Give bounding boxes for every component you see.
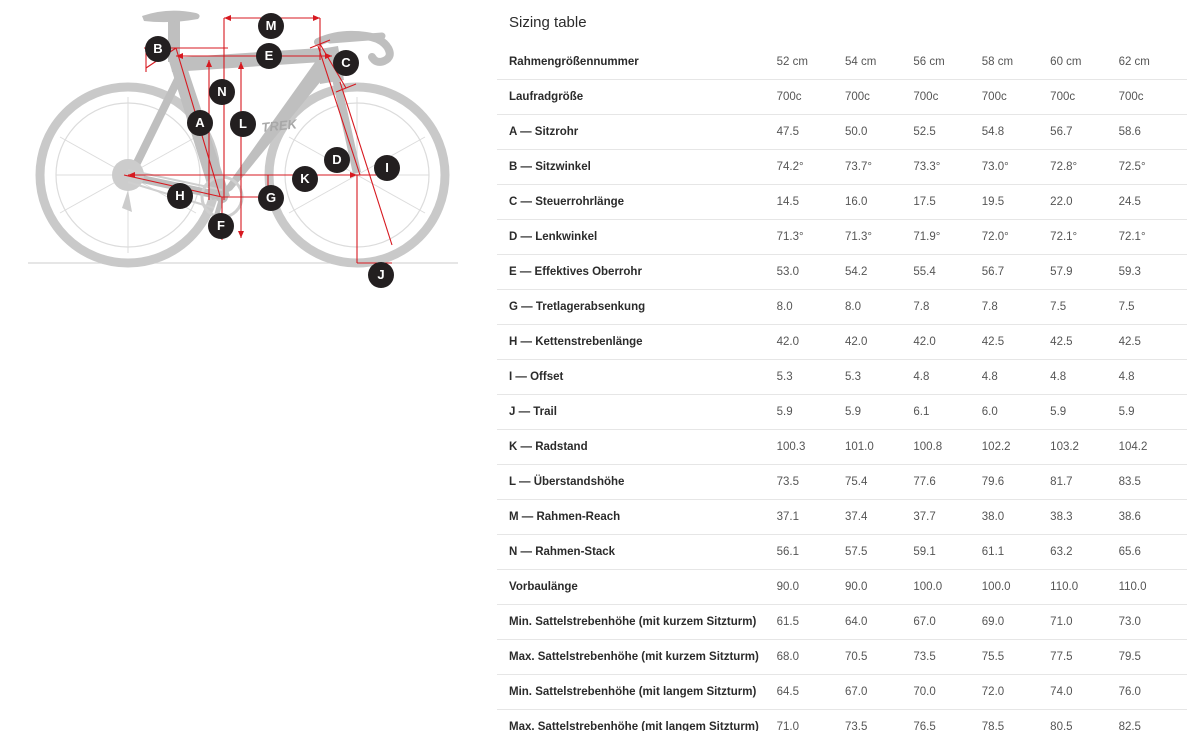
- table-header-row: [497, 45, 1187, 80]
- row-value: 77.5: [1050, 640, 1118, 675]
- callout-A: A: [187, 110, 213, 136]
- row-value: 73.5: [913, 640, 981, 675]
- row-value: 83.5: [1119, 465, 1187, 500]
- row-value: 16.0: [845, 185, 913, 220]
- callout-M: M: [258, 13, 284, 39]
- row-value: 79.5: [1119, 640, 1187, 675]
- row-value: 7.8: [913, 290, 981, 325]
- row-value: 38.6: [1119, 500, 1187, 535]
- row-label: M — Rahmen-Reach: [497, 500, 777, 535]
- callout-F: F: [208, 213, 234, 239]
- row-value: 38.3: [1050, 500, 1118, 535]
- row-value: 71.3°: [845, 220, 913, 255]
- row-label: Min. Sattelstrebenhöhe (mit kurzem Sitzturm): [497, 605, 777, 640]
- row-value: 72.0: [982, 675, 1050, 710]
- row-value: 75.5: [982, 640, 1050, 675]
- sizing-table-title: Sizing table: [509, 14, 587, 31]
- header-size-56: 56 cm: [913, 56, 945, 68]
- callout-I: I: [374, 155, 400, 181]
- row-value: 56.1: [777, 535, 845, 570]
- row-value: 74.2°: [777, 150, 845, 185]
- callout-H: H: [167, 183, 193, 209]
- row-value: 7.5: [1119, 290, 1187, 325]
- row-value: 42.5: [982, 325, 1050, 360]
- table-row: [497, 465, 1187, 500]
- table-row: [497, 430, 1187, 465]
- row-value: 80.5: [1050, 710, 1118, 731]
- row-label: N — Rahmen-Stack: [497, 535, 777, 570]
- row-label: C — Steuerrohrlänge: [497, 185, 777, 220]
- row-value: 75.4: [845, 465, 913, 500]
- row-label: I — Offset: [497, 360, 777, 395]
- row-value: 73.0°: [982, 150, 1050, 185]
- row-value: 61.5: [777, 605, 845, 640]
- row-value: 56.7: [982, 255, 1050, 290]
- row-value: 79.6: [982, 465, 1050, 500]
- row-value: 56.7: [1050, 115, 1118, 150]
- row-value: 8.0: [845, 290, 913, 325]
- row-value: 19.5: [982, 185, 1050, 220]
- row-value: 700c: [845, 80, 913, 115]
- row-value: 42.5: [1050, 325, 1118, 360]
- row-value: 8.0: [777, 290, 845, 325]
- row-value: 4.8: [1050, 360, 1118, 395]
- row-value: 37.4: [845, 500, 913, 535]
- row-value: 81.7: [1050, 465, 1118, 500]
- row-value: 6.1: [913, 395, 981, 430]
- row-label: H — Kettenstrebenlänge: [497, 325, 777, 360]
- bike-illustration: [0, 0, 487, 300]
- row-value: 65.6: [1119, 535, 1187, 570]
- row-value: 70.0: [913, 675, 981, 710]
- header-size-54: 54 cm: [845, 56, 877, 68]
- row-value: 110.0: [1050, 570, 1118, 605]
- row-value: 67.0: [913, 605, 981, 640]
- row-value: 68.0: [777, 640, 845, 675]
- row-value: 54.2: [845, 255, 913, 290]
- row-value: 59.3: [1119, 255, 1187, 290]
- row-value: 101.0: [845, 430, 913, 465]
- table-row: [497, 255, 1187, 290]
- row-value: 71.0: [777, 710, 845, 731]
- table-row: [497, 115, 1187, 150]
- sizing-table-pane: [487, 0, 1199, 731]
- row-value: 5.3: [845, 360, 913, 395]
- row-value: 102.2: [982, 430, 1050, 465]
- row-value: 5.9: [777, 395, 845, 430]
- row-value: 104.2: [1119, 430, 1187, 465]
- row-value: 14.5: [777, 185, 845, 220]
- row-value: 42.0: [913, 325, 981, 360]
- row-value: 90.0: [777, 570, 845, 605]
- row-label: D — Lenkwinkel: [497, 220, 777, 255]
- row-label: G — Tretlagerabsenkung: [497, 290, 777, 325]
- row-value: 64.0: [845, 605, 913, 640]
- sizing-table-body: [497, 80, 1187, 731]
- callout-K: K: [292, 166, 318, 192]
- row-value: 70.5: [845, 640, 913, 675]
- callout-C: C: [333, 50, 359, 76]
- row-value: 71.3°: [777, 220, 845, 255]
- row-value: 700c: [913, 80, 981, 115]
- row-value: 63.2: [1050, 535, 1118, 570]
- row-value: 73.5: [777, 465, 845, 500]
- row-value: 700c: [777, 80, 845, 115]
- row-label: Vorbaulänge: [497, 570, 777, 605]
- row-value: 100.0: [982, 570, 1050, 605]
- callout-J: J: [368, 262, 394, 288]
- row-value: 67.0: [845, 675, 913, 710]
- sizing-table: [497, 45, 1187, 731]
- row-label: Max. Sattelstrebenhöhe (mit langem Sitzturm): [497, 710, 777, 731]
- row-label: B — Sitzwinkel: [497, 150, 777, 185]
- row-value: 73.3°: [913, 150, 981, 185]
- table-row: [497, 605, 1187, 640]
- row-value: 5.9: [1050, 395, 1118, 430]
- table-row: [497, 290, 1187, 325]
- header-size-52: 52 cm: [776, 56, 808, 68]
- table-row: [497, 500, 1187, 535]
- table-row: [497, 185, 1187, 220]
- row-value: 110.0: [1119, 570, 1187, 605]
- row-value: 7.5: [1050, 290, 1118, 325]
- row-value: 76.5: [913, 710, 981, 731]
- row-label: Laufradgröße: [497, 80, 777, 115]
- header-size-62: 62 cm: [1118, 56, 1150, 68]
- header-measure-label: Rahmengrößennummer: [509, 56, 639, 68]
- svg-text:TREK: TREK: [260, 116, 298, 135]
- row-value: 5.3: [777, 360, 845, 395]
- row-value: 37.7: [913, 500, 981, 535]
- row-value: 72.1°: [1050, 220, 1118, 255]
- row-label: K — Radstand: [497, 430, 777, 465]
- row-value: 90.0: [845, 570, 913, 605]
- callout-G: G: [258, 185, 284, 211]
- table-row: [497, 325, 1187, 360]
- row-value: 72.0°: [982, 220, 1050, 255]
- row-label: A — Sitzrohr: [497, 115, 777, 150]
- row-label: Min. Sattelstrebenhöhe (mit langem Sitzturm): [497, 675, 777, 710]
- row-value: 103.2: [1050, 430, 1118, 465]
- row-value: 82.5: [1119, 710, 1187, 731]
- row-value: 42.0: [845, 325, 913, 360]
- table-row: [497, 675, 1187, 710]
- row-value: 58.6: [1119, 115, 1187, 150]
- row-value: 71.0: [1050, 605, 1118, 640]
- header-size-60: 60 cm: [1050, 56, 1082, 68]
- row-value: 22.0: [1050, 185, 1118, 220]
- row-value: 78.5: [982, 710, 1050, 731]
- row-value: 74.0: [1050, 675, 1118, 710]
- row-label: L — Überstandshöhe: [497, 465, 777, 500]
- callout-E: E: [256, 43, 282, 69]
- row-value: 5.9: [1119, 395, 1187, 430]
- row-value: 24.5: [1119, 185, 1187, 220]
- row-value: 5.9: [845, 395, 913, 430]
- table-row: [497, 80, 1187, 115]
- row-value: 4.8: [913, 360, 981, 395]
- row-value: 61.1: [982, 535, 1050, 570]
- row-label: E — Effektives Oberrohr: [497, 255, 777, 290]
- row-value: 64.5: [777, 675, 845, 710]
- row-value: 700c: [1050, 80, 1118, 115]
- row-value: 72.8°: [1050, 150, 1118, 185]
- row-value: 73.5: [845, 710, 913, 731]
- row-value: 47.5: [777, 115, 845, 150]
- table-row: [497, 535, 1187, 570]
- callout-D: D: [324, 147, 350, 173]
- table-row: [497, 360, 1187, 395]
- row-value: 38.0: [982, 500, 1050, 535]
- row-value: 100.3: [777, 430, 845, 465]
- row-value: 37.1: [777, 500, 845, 535]
- table-row: [497, 710, 1187, 731]
- callout-B: B: [145, 36, 171, 62]
- row-value: 72.1°: [1119, 220, 1187, 255]
- table-row: [497, 570, 1187, 605]
- row-value: 57.9: [1050, 255, 1118, 290]
- row-value: 69.0: [982, 605, 1050, 640]
- callout-N: N: [209, 79, 235, 105]
- row-value: 72.5°: [1119, 150, 1187, 185]
- row-value: 17.5: [913, 185, 981, 220]
- row-value: 59.1: [913, 535, 981, 570]
- row-value: 700c: [982, 80, 1050, 115]
- row-label: Max. Sattelstrebenhöhe (mit kurzem Sitzturm): [497, 640, 777, 675]
- row-value: 73.0: [1119, 605, 1187, 640]
- row-value: 53.0: [777, 255, 845, 290]
- row-value: 700c: [1119, 80, 1187, 115]
- callout-L: L: [230, 111, 256, 137]
- table-row: [497, 220, 1187, 255]
- row-value: 55.4: [913, 255, 981, 290]
- sizing-table-head: [497, 45, 1187, 80]
- row-value: 42.5: [1119, 325, 1187, 360]
- row-value: 100.0: [913, 570, 981, 605]
- row-value: 50.0: [845, 115, 913, 150]
- row-value: 57.5: [845, 535, 913, 570]
- header-size-58: 58 cm: [981, 56, 1014, 68]
- row-value: 71.9°: [913, 220, 981, 255]
- row-value: 54.8: [982, 115, 1050, 150]
- row-value: 52.5: [913, 115, 981, 150]
- row-value: 4.8: [1119, 360, 1187, 395]
- row-value: 42.0: [777, 325, 845, 360]
- row-value: 4.8: [982, 360, 1050, 395]
- geometry-diagram: [0, 0, 487, 731]
- row-value: 6.0: [982, 395, 1050, 430]
- table-row: [497, 395, 1187, 430]
- table-row: [497, 150, 1187, 185]
- row-value: 76.0: [1119, 675, 1187, 710]
- row-value: 100.8: [913, 430, 981, 465]
- table-row: [497, 640, 1187, 675]
- row-value: 7.8: [982, 290, 1050, 325]
- row-label: J — Trail: [497, 395, 777, 430]
- row-value: 73.7°: [845, 150, 913, 185]
- row-value: 77.6: [913, 465, 981, 500]
